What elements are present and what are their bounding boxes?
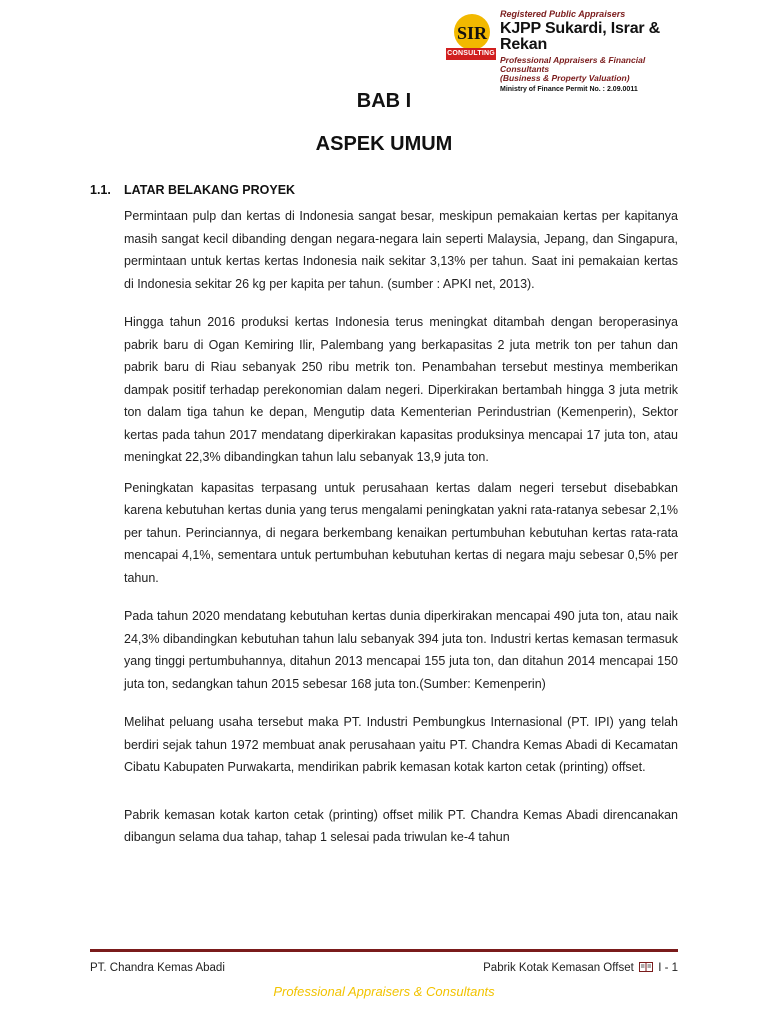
company-logo [446, 8, 676, 93]
section-number: 1.1. [90, 183, 111, 197]
logo-line-valuation: (Business & Property Valuation) [500, 73, 630, 83]
footer-tagline: Professional Appraisers & Consultants [273, 984, 495, 999]
paragraph: Pabrik kemasan kotak karton cetak (printing) offset milik PT. Chandra Kemas Abadi direncanakan dibangun selama dua tahap, tahap 1 selesai pada triwulan ke-4 tahun [124, 807, 678, 844]
paragraph: Hingga tahun 2016 produksi kertas Indonesia terus meningkat ditambah dengan beroperasinya pabrik baru di Ogan Kemiring Ilir, Palembang yang berkapasitas 2 juta metrik ton per tahun dan pabrik baru di Riau sebanyak 250 ribu metrik ton. Penambahan tersebut mestinya memberikan dampak positif terhadap perekonomian dalam negeri. Diperkirakan bertambah hingga 3 juta metrik ton dalam tiga tahun ke depan, Mengutip data Kementerian Perindustrian (Kemenperin), Sektor kertas pada tahun 2017 mendatang diperkirakan kapasitas produksinya mencapai 17 juta ton, atau meningkat 22,3% dibandingkan tahun lalu sebanyak 13,9 juta ton. [124, 315, 678, 464]
chapter-number: BAB I [356, 90, 412, 112]
logo-company-name: KJPP Sukardi, Israr & Rekan [500, 20, 661, 53]
paragraph: Melihat peluang usaha tersebut maka PT. Industri Pembungkus Internasional (PT. IPI) yang telah berdiri sejak tahun 1972 membuat anak perusahaan yaitu PT. Chandra Kemas Abadi di Kecamatan Cibatu Kabupaten Purwakarta, mendirikan pabrik kemasan kotak karton cetak (printing) offset. [124, 715, 678, 774]
logo-line-permit: Ministry of Finance Permit No. : 2.09.0011 [500, 85, 638, 93]
body-text [124, 205, 678, 849]
logo-badge: CONSULTING [446, 48, 496, 60]
logo-line-services: Professional Appraisers & Financial Consultants [500, 55, 646, 74]
footer-divider [90, 949, 678, 952]
footer-document-title: Pabrik Kotak Kemasan Offset [483, 962, 634, 974]
paragraph: Peningkatan kapasitas terpasang untuk perusahaan kertas dalam negeri tersebut disebabkan karena kebutuhan kertas dunia yang terus mengalami peningkatan yakni rata-ratanya sebesar 2,1% per tahun. Perinciannya, di negara berkembang kenaikan pertumbuhan kebutuhan kertas rata-rata mencapai 4,1%, sementara untuk pertumbuhan kebutuhan kertas di negara maju sebesar 0,5% per tahun. [124, 480, 678, 585]
paragraph: Pada tahun 2020 mendatang kebutuhan kertas dunia diperkirakan mencapai 490 juta ton, atau naik 24,3% dibandingkan kebutuhan tahun lalu sebanyak 394 juta ton. Industri kertas kemasan termasuk yang tinggi pertumbuhannya, ditahun 2013 mencapai 155 juta ton, dan ditahun 2014 mencapai 150 juta ton, sedangkan tahun 2015 sebesar 168 juta ton.(Sumber: Kemenperin) [124, 609, 678, 691]
footer-company: PT. Chandra Kemas Abadi [90, 962, 225, 974]
paragraph: Permintaan pulp dan kertas di Indonesia sangat besar, meskipun pemakaian kertas per kapitanya masih sangat kecil dibanding dengan negara-negara lain seperti Malaysia, Jepang, dan Singapura, permintaan untuk kertas kertas Indonesia naik sekitar 3,13% per tahun. Saat ini pemakaian kertas di Indonesia sekitar 26 kg per kapita per tahun. (sumber : APKI net, 2013). [124, 209, 678, 291]
footer-page-info [483, 962, 678, 974]
footer-page-number: I - 1 [658, 962, 678, 974]
logo-line-registered: Registered Public Appraisers [500, 9, 626, 19]
book-icon [639, 962, 653, 972]
logo-mark-text: SIR [456, 23, 488, 43]
chapter-title: ASPEK UMUM [315, 133, 453, 155]
section-title: LATAR BELAKANG PROYEK [124, 183, 296, 197]
logo-text-block [500, 10, 680, 93]
section-heading [90, 183, 295, 197]
